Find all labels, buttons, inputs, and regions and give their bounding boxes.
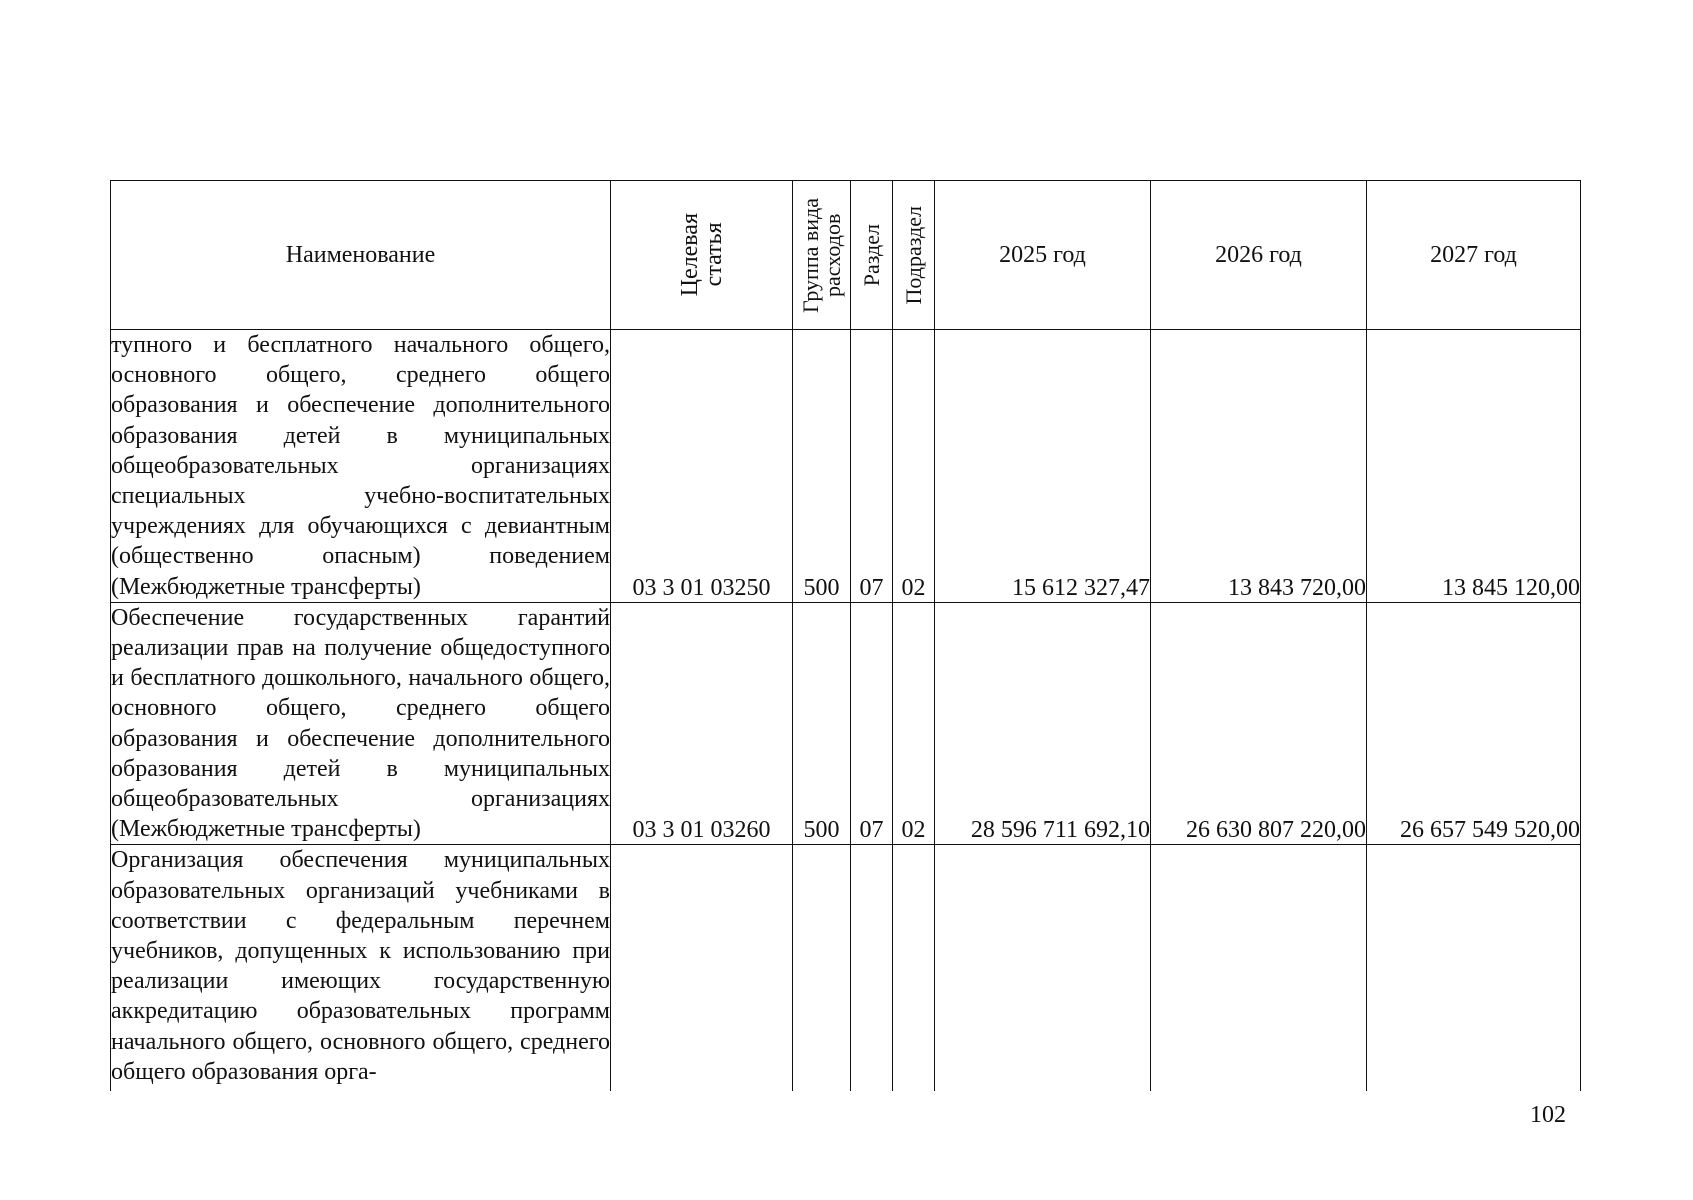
row-target xyxy=(611,845,793,1091)
table-row xyxy=(111,330,1581,603)
table-row xyxy=(111,602,1581,845)
row-expense-group: 500 xyxy=(793,330,851,603)
row-2027: 13 845 120,00 xyxy=(1367,330,1581,603)
row-expense-group: 500 xyxy=(793,602,851,845)
row-expense-group xyxy=(793,845,851,1091)
header-2025: 2025 год xyxy=(935,181,1151,330)
header-2026: 2026 год xyxy=(1151,181,1367,330)
row-2025: 28 596 711 692,10 xyxy=(935,602,1151,845)
row-subsection xyxy=(893,845,935,1091)
row-section: 07 xyxy=(851,330,893,603)
row-2025 xyxy=(935,845,1151,1091)
header-expense-group: Группа вида расходов xyxy=(793,181,851,330)
header-row xyxy=(111,181,1581,330)
row-2027: 26 657 549 520,00 xyxy=(1367,602,1581,845)
row-name: Обеспечение государственных гарантий реализации прав на получение общедоступного и бесплатного дошкольного, начального общего, основного общего, среднего общего образования и обеспечение дополнительного образования детей в муниципальных общеобразовательных организациях (Межбюджетные трансферты) xyxy=(111,602,611,845)
row-subsection: 02 xyxy=(893,330,935,603)
table-row xyxy=(111,845,1581,1091)
row-2025: 15 612 327,47 xyxy=(935,330,1151,603)
row-2026 xyxy=(1151,845,1367,1091)
row-target: 03 3 01 03260 xyxy=(611,602,793,845)
row-2027 xyxy=(1367,845,1581,1091)
row-name: Организация обеспечения муниципальных образовательных организаций учебниками в соответствии с федеральным перечнем учебников, допущенных к использованию при реализации имеющих государственную аккредитацию образовательных программ начального общего, основного общего, среднего общего образования орга- xyxy=(111,845,611,1091)
row-subsection: 02 xyxy=(893,602,935,845)
budget-table xyxy=(110,180,1581,1091)
row-section xyxy=(851,845,893,1091)
header-section: Раздел xyxy=(851,181,893,330)
header-subsection: Подраздел xyxy=(893,181,935,330)
row-2026: 26 630 807 220,00 xyxy=(1151,602,1367,845)
header-name: Наименование xyxy=(111,181,611,330)
page-number: 102 xyxy=(1530,1102,1566,1128)
row-name: тупного и бесплатного начального общего, основного общего, среднего общего образования и обеспечение дополнительного образования детей в муниципальных общеобразовательных организациях специальных учебно-воспитательных учреждениях для обучающихся с девиантным (общественно опасным) поведением (Межбюджетные трансферты) xyxy=(111,330,611,603)
row-section: 07 xyxy=(851,602,893,845)
header-target: Целевая статья xyxy=(611,181,793,330)
row-2026: 13 843 720,00 xyxy=(1151,330,1367,603)
row-target: 03 3 01 03250 xyxy=(611,330,793,603)
header-2027: 2027 год xyxy=(1367,181,1581,330)
